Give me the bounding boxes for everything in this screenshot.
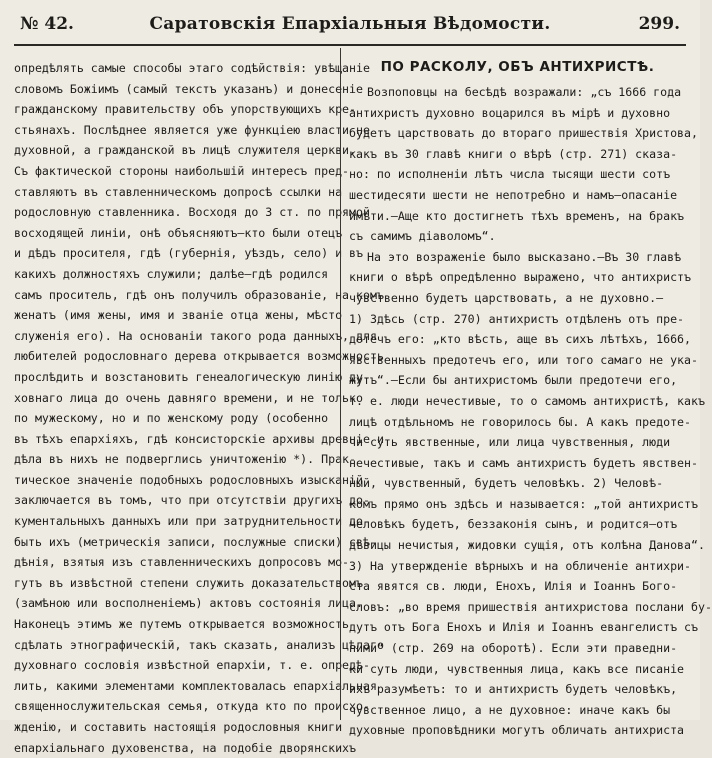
article-body [349,82,712,741]
text-line: книги о вѣрѣ опредѣленно выражено, что антихристъ [349,270,692,285]
text-line: чувственно будетъ царствовать, а не духовно.— [349,290,664,305]
text-line: сдѣлать этнографическій, такъ сказать, анализъ цѣлаго [14,637,384,652]
text-line: самъ проситель, гдѣ онъ получилъ образованіе, на комъ [14,287,384,302]
text-line: ставляютъ въ ставленническомъ допросѣ ссылки на [14,184,343,199]
text-line: дѣнія, взятыя изъ ставленническихъ допросовъ мо- [14,555,350,570]
text-line: человѣкъ будетъ, беззаконія сынъ, и родится—отъ [349,517,678,532]
text-line: дѣвицы нечистыя, жидовки сущія, отъ колѣна Данова“. [349,538,705,553]
text-line: служенія его). На основаніи такого рода данныхъ, для [14,328,377,343]
text-line: родословную ставленника. Восходя до 3 ст. по прямой [14,205,370,220]
text-line: епархіальнаго духовенства, на подобіе дворянскихъ [14,740,357,755]
text-line: имѣти.—Аще кто достигнетъ тѣхъ временъ, на бракъ [349,208,685,223]
text-line: восходящей линіи, онѣ объясняютъ—кто были отецъ [14,225,343,240]
text-line: гражданскому правительству объ упорствующихъ кре- [14,102,357,117]
article-title: ПО РАСКОЛУ, ОБЪ АНТИХРИСТѢ. [380,59,655,75]
text-line: ки суть люди, чувственныя лица, какъ все писаніе [349,661,685,676]
text-line: (замѣною или восполненіемъ) актовъ состоянія лица. [14,596,364,611]
text-line: словъ: „во время пришествія антихристова послани бу- [349,599,712,614]
text-line: Съ фактической стороны наибольшій интересъ пред- [14,163,350,178]
text-line: любителей родословнаго дерева открывается возможность [14,349,384,364]
text-line: На это возраженіе было высказано.—Въ 30 главѣ [367,249,682,264]
text-line: по мужескому, но и по женскому роду (особенно [14,411,329,426]
text-line: тическое значеніе подобныхъ родословныхъ изысканій [14,472,364,487]
text-line: духовной, а гражданской въ лицѣ служителя церкви. [14,143,357,158]
text-line: шестидесяти шести не непотребно и намъ—опасаніе [349,187,678,202]
text-line: 1) Здѣсь (стр. 270) антихристъ отдѣленъ отъ пре- [349,311,685,326]
text-line: прослѣдить и возстановить генеалогическую линію ду- [14,369,370,384]
page-header [14,0,686,46]
text-columns [14,58,712,755]
text-line: явственныхъ предотечъ его, или того самаго не ука- [349,352,699,367]
text-line: Возпоповцы на бесѣдѣ возражали: „съ 1666 года [367,85,682,99]
right-column [349,58,712,738]
text-line: духовные проповѣдники могутъ обличать антихриста [349,723,685,738]
text-line: заключается въ томъ, что при отсутствіи другихъ до- [14,493,370,508]
text-line: жденію, и составить настоящія родословныя книги [14,720,343,734]
text-line: быть ихъ (метрическія записи, послужные списки) свѣ- [14,534,377,549]
text-line: лить, какими элементами комплектовалась епархіальная [14,678,377,693]
text-line: духовнаго сословія извѣстной епархіи, т. е. опредѣ- [14,658,370,673]
text-line: Наконецъ этимъ же путемъ открывается возможность [14,617,350,632]
text-line: жутъ“.—Если бы антихристомъ были предотечи его, [349,373,678,388]
text-line: чи суть явственные, или лица чувственныя, люди [349,435,671,450]
text-line: антихристъ духовно воцарился въ мірѣ и духовно [349,105,671,120]
text-line: т. е. люди нечестивые, то о самомъ антихристѣ, какъ [349,393,705,408]
text-line: въ тѣхъ епархіяхъ, гдѣ консисторскіе архивы древніе и [14,431,384,446]
text-line: стьянахъ. Послѣднее является уже функціею власти не [14,122,370,137]
text-line: какъ въ 30 главѣ книги о вѣрѣ (стр. 271) сказа- [349,146,678,161]
text-line: опредѣлять самые способы этаго содѣйствія: увѣщаніе [14,61,370,75]
text-line: ста явятся св. люди, Енохъ, Илія и Іоаннъ Бого- [349,579,678,594]
text-line: ный, чувственный, будетъ человѣкъ. 2) Человѣ- [349,476,664,491]
publication-title: Саратовскія Епархіальныя Вѣдомости. [149,14,551,34]
text-line: ними“ (стр. 269 на оборотѣ). Если эти праведни- [349,641,678,656]
page-number: 299. [638,14,680,34]
text-line: дѣла въ нихъ не подверглись уничтоженію *). Прак- [14,452,357,467]
left-column [14,58,384,755]
text-line: 3) На утвержденіе вѣрныхъ и на обличеніе антихри- [349,558,692,573]
text-line: какихъ должностяхъ служили; далѣе—гдѣ родился [14,266,329,281]
text-line: дутъ отъ Бога Енохъ и Илія и Іоаннъ евангелистъ съ [349,620,699,635]
text-line: гутъ въ извѣстной степени служить доказательствомъ [14,575,364,590]
text-line: нечестивые, такъ и самъ антихристъ будетъ явствен- [349,455,699,470]
issue-number: № 42. [20,14,74,34]
text-line: съ самимъ діаволомъ“. [349,229,496,244]
text-line: лицѣ отдѣльномъ не говорилось бы. А какъ предоте- [349,414,692,429]
text-line: ихъ разумѣетъ: то и антихристъ будетъ человѣкъ, [349,682,678,697]
text-line: дотечъ его: „кто вѣсть, аще въ сихъ лѣтѣхъ, 1666, [349,332,692,347]
text-line: словомъ Божіимъ (самый текстъ указанъ) и донесеніе [14,81,364,96]
text-line: и дѣдъ просителя, гдѣ (губернія, уѣздъ, село) и въ [14,246,364,261]
text-line: ховнаго лица до очень давняго времени, и не только [14,390,364,405]
text-line: кументальныхъ данныхъ или при затруднительности до- [14,514,370,529]
text-line: чувственное лицо, а не духовное: иначе какъ бы [349,702,671,717]
text-line: будетъ царствовать до втораго пришествія Христова, [349,126,699,141]
text-line: женатъ (имя жены, имя и званіе отца жены, мѣсто [14,308,343,323]
text-line: священнослужительская семья, откуда кто по происхо- [14,699,370,714]
text-line: комъ прямо онъ здѣсь и называется: „той антихристъ [349,496,699,511]
text-line: но: по исполненіи лѣтъ числа тысящи шести сотъ [349,167,671,182]
column-divider [340,48,341,720]
